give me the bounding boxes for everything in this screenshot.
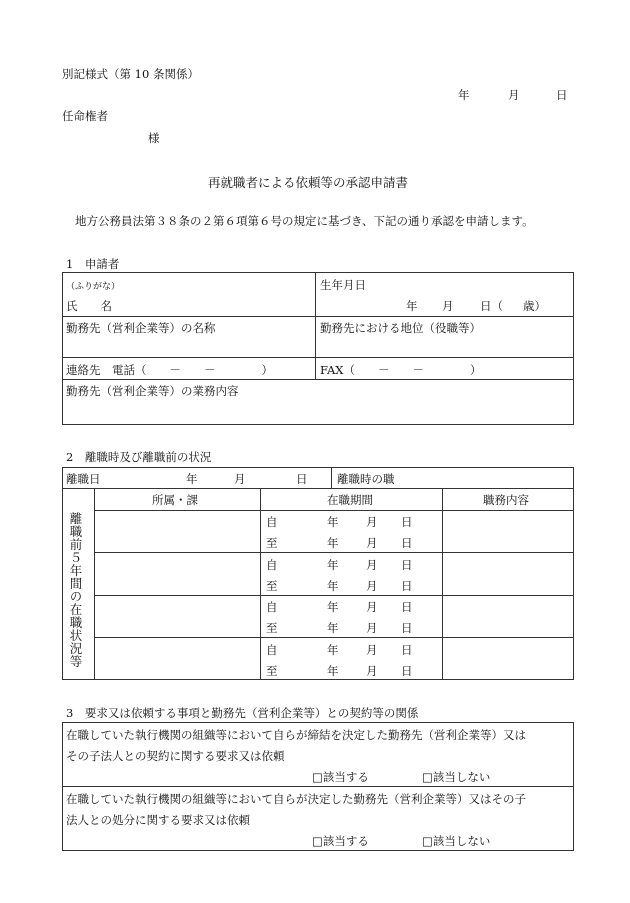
period-month-label: 月 [366, 558, 378, 572]
birth-age-label: 歳） [523, 299, 546, 313]
section1-heading: 1 申請者 [66, 257, 120, 271]
q1-applicable-checkbox[interactable]: □該当する [312, 770, 369, 784]
section2-heading: 2 離職時及び離職前の状況 [66, 450, 212, 464]
period-day-label: 日 [401, 558, 413, 572]
q1-line2: その子法人との契約に関する要求又は依頼 [66, 749, 285, 763]
period-from-label: 自 [266, 515, 278, 529]
q2-not-applicable-checkbox[interactable]: □該当しない [422, 834, 491, 848]
retire-date-label: 離職日 [66, 472, 101, 486]
sama-label: 様 [148, 131, 160, 145]
birth-day-label: 日（ [480, 299, 503, 313]
vertical-label: 離職前５年間の在職状況等 [68, 512, 83, 668]
section3-heading: 3 要求又は依頼する事項と勤務先（営利企業等）との契約等の関係 [66, 706, 419, 720]
period-month-label: 月 [366, 536, 378, 550]
q2-line2: 法人との処分に関する要求又は依頼 [66, 813, 250, 827]
birth-month-label: 月 [442, 299, 454, 313]
period-to-label: 至 [266, 621, 278, 635]
date-day-label: 日 [556, 88, 568, 102]
period-from-label: 自 [266, 643, 278, 657]
intro-text: 地方公務員法第３８条の２第６項第６号の規定に基づき、下記の通り承認を申請します。 [75, 214, 534, 228]
period-month-label: 月 [366, 579, 378, 593]
period-day-label: 日 [401, 536, 413, 550]
period-to-label: 至 [266, 536, 278, 550]
q2-applicable-checkbox[interactable]: □該当する [312, 834, 369, 848]
period-month-label: 月 [366, 643, 378, 657]
q1-not-applicable-checkbox[interactable]: □該当しない [422, 770, 491, 784]
contact-phone-label: 連絡先 電話（ － － ） [66, 363, 273, 377]
period-year-label: 年 [327, 664, 339, 678]
employer-position-label: 勤務先における地位（役職等） [320, 321, 481, 335]
period-day-label: 日 [401, 515, 413, 529]
period-year-label: 年 [327, 515, 339, 529]
retire-month-label: 月 [234, 472, 246, 486]
period-day-label: 日 [401, 664, 413, 678]
period-month-label: 月 [366, 621, 378, 635]
period-from-label: 自 [266, 600, 278, 614]
period-day-label: 日 [401, 579, 413, 593]
page-title: 再就職者による依頼等の承認申請書 [208, 175, 409, 190]
period-month-label: 月 [366, 664, 378, 678]
period-month-label: 月 [366, 515, 378, 529]
retire-year-label: 年 [186, 472, 198, 486]
name-label: 氏 名 [66, 299, 112, 313]
col-period-header: 在職期間 [327, 493, 373, 507]
period-year-label: 年 [327, 579, 339, 593]
retire-day-label: 日 [296, 472, 308, 486]
applicant-table [62, 272, 574, 425]
period-to-label: 至 [266, 664, 278, 678]
period-day-label: 日 [401, 643, 413, 657]
period-to-label: 至 [266, 579, 278, 593]
period-year-label: 年 [327, 643, 339, 657]
period-day-label: 日 [401, 600, 413, 614]
birthdate-label: 生年月日 [320, 278, 366, 292]
q1-line1: 在職していた執行機関の組織等において自らが締結を決定した勤務先（営利企業等）又は [66, 728, 526, 742]
period-year-label: 年 [327, 536, 339, 550]
period-from-label: 自 [266, 558, 278, 572]
period-year-label: 年 [327, 621, 339, 635]
col-duty-header: 職務内容 [483, 493, 529, 507]
business-label: 勤務先（営利企業等）の業務内容 [66, 384, 239, 398]
period-year-label: 年 [327, 558, 339, 572]
q2-line1: 在職していた執行機関の組織等において自らが決定した勤務先（営利企業等）又はその子 [66, 792, 526, 806]
period-day-label: 日 [401, 621, 413, 635]
period-month-label: 月 [366, 600, 378, 614]
form-number: 別記様式（第 10 条関係） [62, 67, 199, 81]
retire-post-label: 離職時の職 [337, 472, 395, 486]
fax-label: FAX（ － － ） [320, 363, 482, 377]
period-year-label: 年 [327, 600, 339, 614]
col-dept-header: 所属・課 [152, 493, 198, 507]
furigana-label: （ふりがな） [66, 282, 121, 292]
appointer-label: 任命権者 [62, 109, 108, 123]
date-month-label: 月 [508, 88, 520, 102]
date-year-label: 年 [458, 88, 470, 102]
employer-name-label: 勤務先（営利企業等）の名称 [66, 321, 216, 335]
birth-year-label: 年 [406, 299, 418, 313]
